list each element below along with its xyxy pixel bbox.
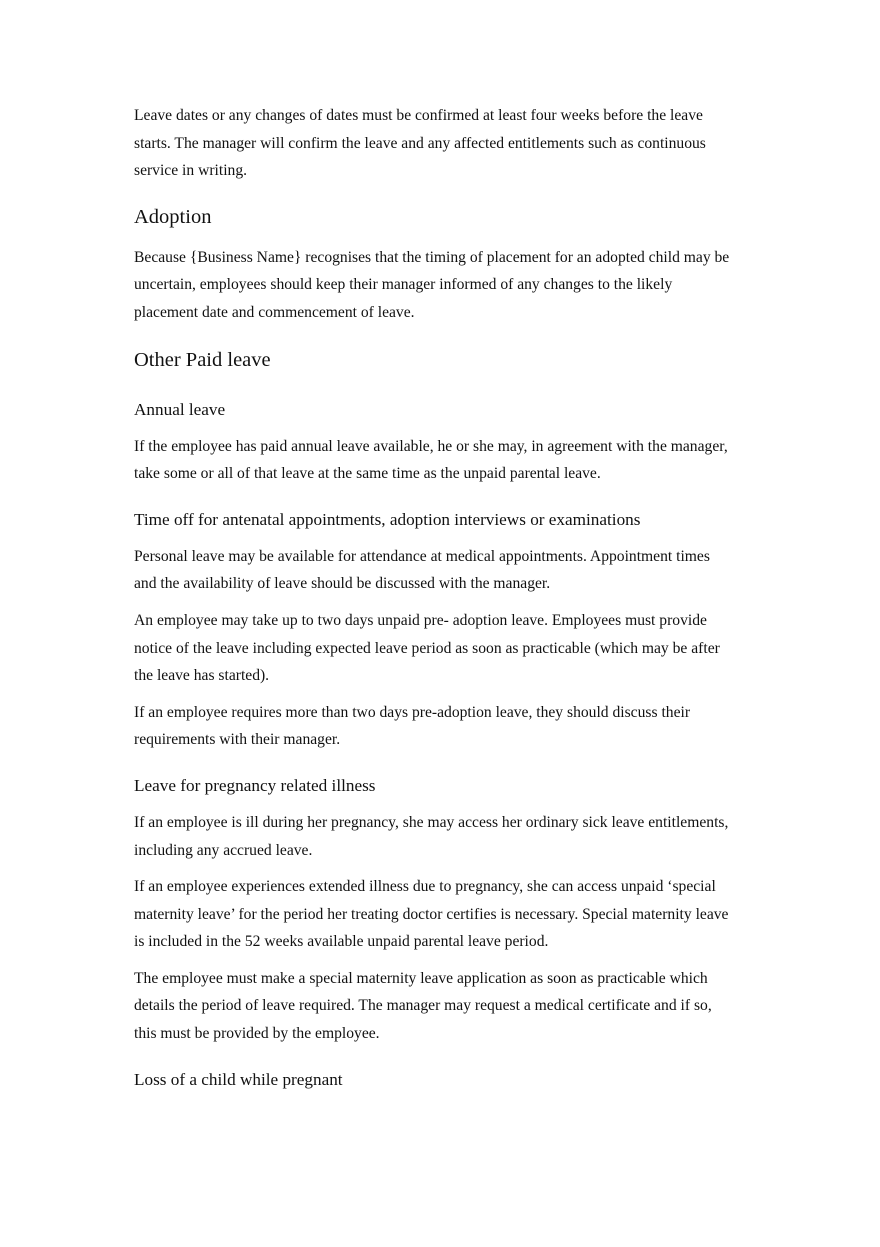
time-off-heading: Time off for antenatal appointments, adoption interviews or examinations — [134, 509, 641, 529]
intro-paragraph: Leave dates or any changes of dates must be confirmed at least four weeks before the leave starts. The manager will confirm the leave and any affected entitlements such as continuous service in writing. — [134, 107, 706, 180]
adoption-heading: Adoption — [134, 205, 212, 228]
pregnancy-illness-heading: Leave for pregnancy related illness — [134, 775, 376, 795]
other-paid-leave-heading: Other Paid leave — [134, 348, 271, 371]
pregnancy-illness-paragraph-1: If an employee is ill during her pregnancy, she may access her ordinary sick leave entitlements, including any accrued leave. — [134, 813, 729, 859]
document-page — [134, 102, 734, 1092]
annual-leave-heading: Annual leave — [134, 399, 226, 419]
time-off-paragraph-3: If an employee requires more than two days pre-adoption leave, they should discuss their requirements with their manager. — [134, 703, 691, 749]
pregnancy-illness-paragraph-2: If an employee experiences extended illness due to pregnancy, she can access unpaid ‘special maternity leave’ for the period her treating doctor certifies is necessary. Special maternity leave is included in the 52 weeks available unpaid parental leave period. — [134, 878, 729, 951]
loss-of-child-heading: Loss of a child while pregnant — [134, 1069, 343, 1089]
annual-leave-paragraph: If the employee has paid annual leave available, he or she may, in agreement with the manager, take some or all of that leave at the same time as the unpaid parental leave. — [134, 437, 728, 483]
pregnancy-illness-paragraph-3: The employee must make a special maternity leave application as soon as practicable which details the period of leave required. The manager may request a medical certificate and if so, this must be provided by the employee. — [134, 969, 712, 1043]
time-off-paragraph-2: An employee may take up to two days unpaid pre- adoption leave. Employees must provide notice of the leave including expected leave period as soon as practicable (which may be after the leave has started). — [134, 611, 720, 685]
time-off-paragraph-1: Personal leave may be available for attendance at medical appointments. Appointment times and the availability of leave should be discussed with the manager. — [134, 547, 710, 593]
adoption-paragraph: Because {Business Name} recognises that the timing of placement for an adopted child may be uncertain, employees should keep their manager informed of any changes to the likely placement date and commencement of leave. — [134, 248, 730, 321]
